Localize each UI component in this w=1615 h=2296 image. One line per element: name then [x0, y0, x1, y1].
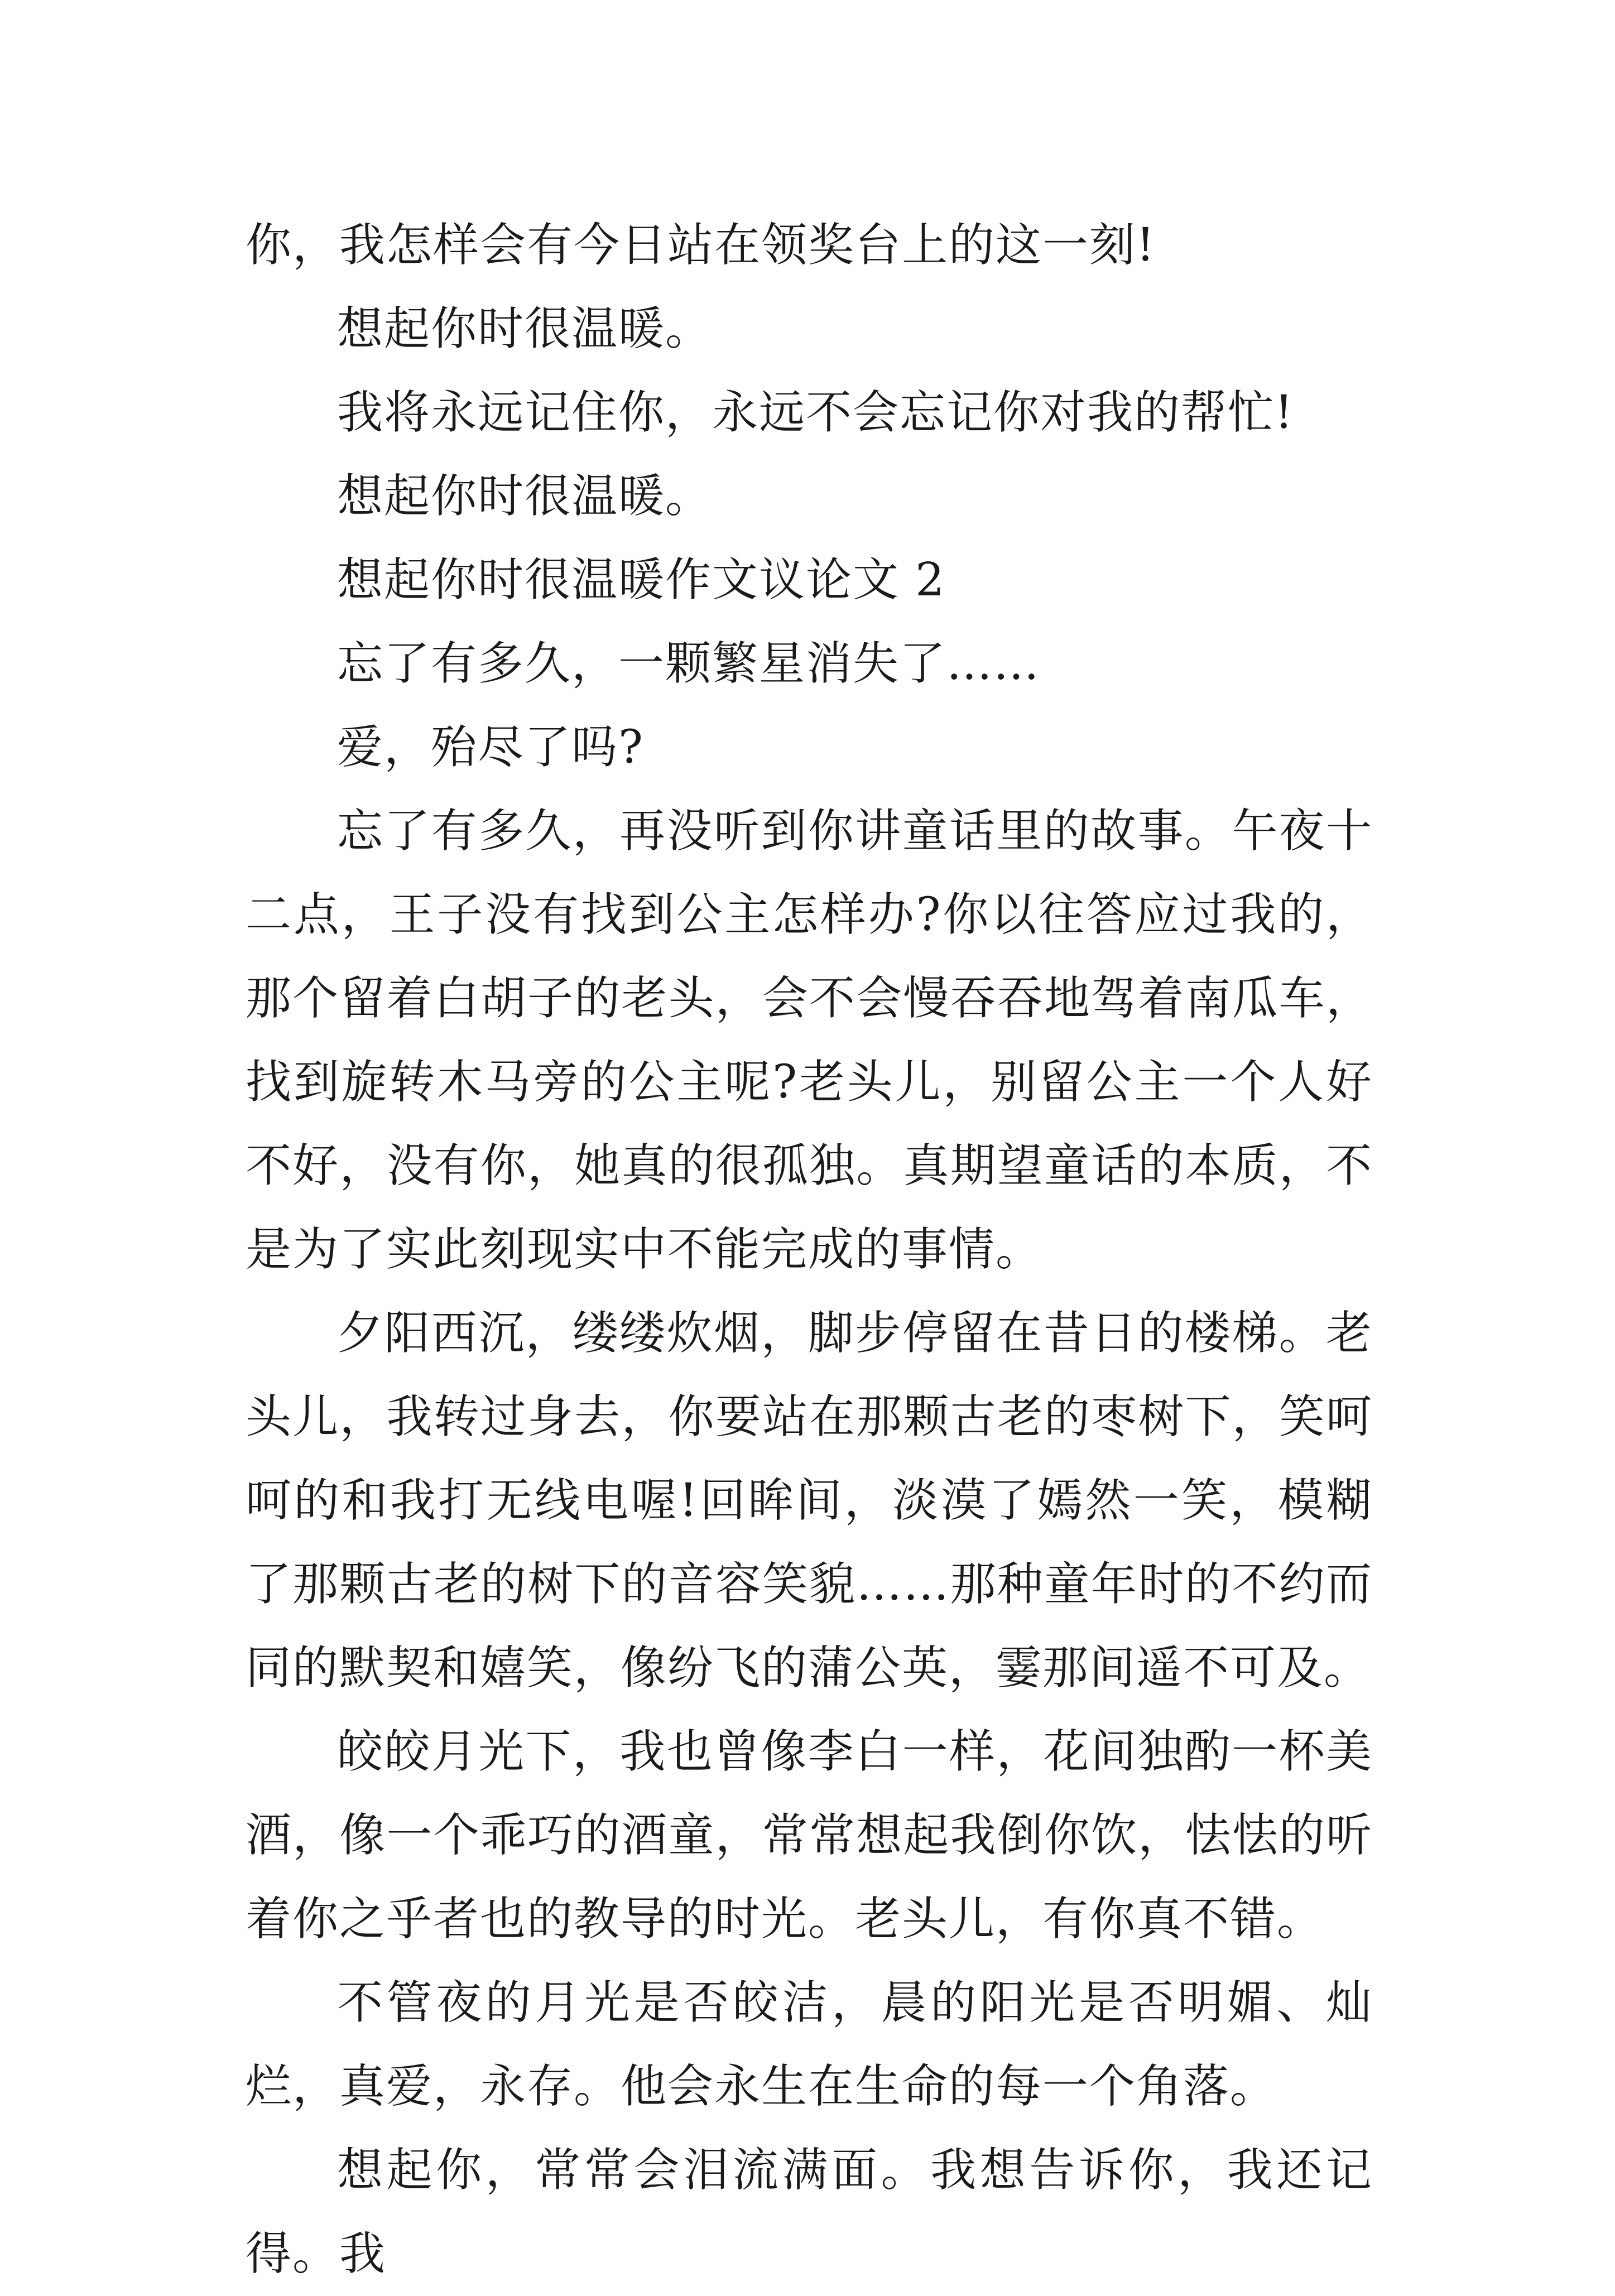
paragraph: 爱，殆尽了吗? [337, 721, 644, 774]
paragraph: 皎皎月光下，我也曾像李白一样，花间独酌一杯美酒，像一个乖巧的酒童，常常想起我倒你饮，怯怯的听着你之乎者也的教导的时光。老头儿，有你真不错。 [246, 1725, 1373, 1946]
paragraph: 想起你，常常会泪流满面。我想告诉你，我还记得。我 [246, 2144, 1373, 2280]
paragraph: 忘了有多久，再没听到你讲童话里的故事。午夜十二点，王子没有找到公主怎样办?你以往答应过我的，那个留着白胡子的老头，会不会慢吞吞地驾着南瓜车，找到旋转木马旁的公主呢?老头儿，别留公主一个人好不好，没有你，她真的很孤独。真期望童话的本质，不是为了实此刻现实中不能完成的事情。 [246, 805, 1373, 1276]
section-heading: 想起你时很温暖作文议论文 2 [337, 553, 946, 607]
paragraph: 想起你时很温暖。 [337, 470, 713, 523]
paragraph: 夕阳西沉，缕缕炊烟，脚步停留在昔日的楼梯。老头儿，我转过身去，你要站在那颗古老的枣树下，笑呵呵的和我打无线电喔!回眸间，淡漠了嫣然一笑，模糊了那颗古老的树下的音容笑貌……那种童年时的不约而同的默契和嬉笑，像纷飞的蒲公英，霎那间遥不可及。 [246, 1307, 1373, 1695]
document-body [246, 204, 1373, 2296]
paragraph: 你，我怎样会有今日站在领奖台上的这一刻! [246, 219, 1156, 272]
paragraph: 想起你时很温暖。 [337, 302, 713, 355]
paragraph: 忘了有多久，一颗繁星消失了…… [337, 637, 1041, 690]
paragraph: 我将永远记住你，永远不会忘记你对我的帮忙! [337, 386, 1294, 439]
paragraph: 不管夜的月光是否皎洁，晨的阳光是否明媚、灿烂，真爱，永存。他会永生在生命的每一个角落。 [246, 1976, 1373, 2113]
